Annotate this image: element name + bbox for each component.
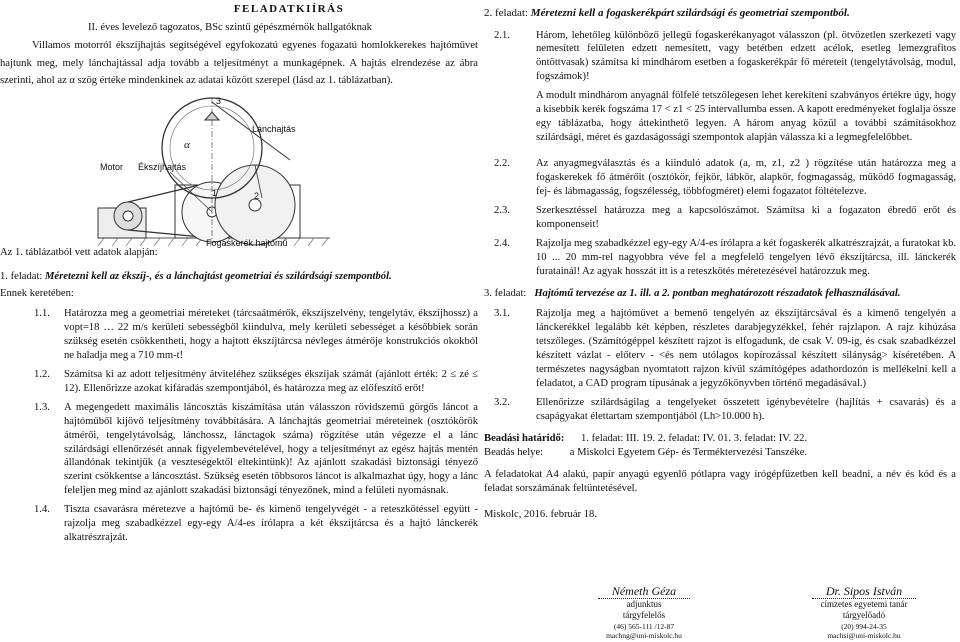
task1-item — [0, 503, 478, 545]
item-number: 3.1. — [494, 307, 510, 319]
item-number: 3.2. — [494, 396, 510, 408]
task2-title: Méretezni kell a fogaskerékpárt szilárdsági és geometriai szempontból. — [530, 7, 850, 19]
date-place: Miskolc, 2016. február 18. — [484, 508, 597, 520]
right-column — [484, 0, 957, 640]
task1-item — [0, 307, 478, 363]
item-text: Rajzolja meg szabadkézzel egy-egy A/4-es írólapra a két fogaskerék alkatrészrajzát, a furatokat kb. 10 ... 20 mm-rel nagyobbra véve fel a megfelelő tengelyen lévő ékszíjtárcsa, ill. lánckerék furatainál! Az agyak hosszát itt is a reteszkötés méretezésével határozzuk meg. — [536, 238, 957, 278]
item-text: Szerkesztéssel határozza meg a kapcsolószámot. Számítsa ki a fogazaton ébredő erőt és komponenseit! — [536, 205, 956, 231]
item-text: A megengedett maximális láncosztás kiszámítása után válasszon rövidszemű görgős láncot a hajtóműből kijövő teljesítmény továbbítására. A lánchajtás geometriai méreteinek (osztókörök átmérői, tengelytávolság, lánchossz, lánctagok száma) rögzítése után végezze el a lánc szilárdsági ellenőrzését annak figyelembevételével, hogy a teljesítményt az egész hajtás mentén állandónak tekintjük (a veszteségektől eltekintünk)! Az ajánlott szakadási biztonsági tényező szerint csökkentse a láncosztást. Szükség esetén többsoros láncot is alkalmazhat úgy, hogy a lánc feleljen meg mind az ajánlott szakadási biztonsági tényezőnek, mind a felületi nyomásnak. — [64, 401, 478, 497]
label-sprocket-3: 3 — [216, 95, 222, 106]
item-text: Rajzolja meg a hajtóművet a bemenő tengelyén az ékszíjtárcsával és a kimenő tengelyén a lánckerékkel legalább két képben, részletes darabjegyzékkel, fehér rajzlapon. A rajz kihúzása tetszőleges. (Számítógéppel készített rajzot is elfogadunk, de csak V. 09-ig, és csak szabadkézzel készített vázlat - előterv - <és nem utólagos kopírozással készített silányság> kíséretében. A természetes nagyságban nyomtatott rajzon kívül számítógépes adathordozón is mellékelni kell a feladatot, a CAD program típusának a jegyzőkönyvben történő megadásával.) — [536, 307, 956, 389]
task2-heading — [484, 6, 956, 21]
signatory-role: címzetes egyetemi tanár — [820, 599, 908, 609]
task2-item — [484, 157, 956, 199]
signatory-role: tárgyelőadó — [842, 610, 886, 621]
item-text: A modult mindhárom anyagnál fölfelé tetszőlegesen lehet kerekíteni szabványos értékre úgy, hogy a kisebbik kerék fogszáma 17 < z1 < 25 intervallumba essen. A kapott eredményeket foglalja össze egy táblázatba, hogy áttekinthető legyen. A három anyag közül a további számításokhoz szilárdsági, méret és gazdaságossági szempontok alapján válassza ki a legmegfelelőbbet. — [536, 90, 956, 144]
label-v-belt: Ékszíjhajtás — [138, 161, 187, 172]
deadline-line — [484, 432, 956, 446]
task3-title: Hajtómű tervezése az 1. ill. a 2. pontban meghatározott részadatok felhasználásával. — [534, 288, 901, 300]
item-number: 2.4. — [494, 238, 510, 250]
table-reference: Az 1. táblázatból vett adatok alapján: — [0, 246, 158, 258]
item-number: 1.1. — [34, 307, 50, 319]
label-gearbox: Fogaskerék hajtómű — [206, 237, 288, 248]
task1-sub: Ennek keretében: — [0, 287, 74, 299]
signatory-name: Németh Géza — [598, 584, 690, 599]
task3-item — [484, 307, 956, 391]
task3-item — [484, 396, 956, 424]
task2-item — [484, 89, 956, 145]
place-value: a Miskolci Egyetem Gép- és Terméktervezési Tanszéke. — [569, 446, 808, 458]
signatory-phone: (20) 994-24-35 — [841, 621, 887, 631]
page-title: FELADATKIÍRÁS — [233, 3, 345, 15]
place-label: Beadás helye: — [484, 446, 544, 458]
task3-prefix: 3. feladat: — [484, 288, 527, 300]
signatory-name: Dr. Sipos István — [812, 584, 916, 599]
task2-item — [484, 204, 956, 232]
signatory-email: machng@uni-miskolc.hu — [606, 630, 682, 640]
task1-heading — [0, 270, 478, 284]
label-gear-1: 1 — [212, 187, 218, 198]
item-number: 1.4. — [34, 504, 50, 516]
signatory-phone: (46) 565-111 /12-87 — [613, 621, 675, 631]
task1-item — [0, 368, 478, 396]
task2-item — [484, 237, 956, 279]
signature-block — [784, 584, 944, 640]
drive-diagram-drawing — [0, 90, 478, 260]
item-number: 2.2. — [494, 158, 510, 170]
label-alpha: α — [184, 138, 190, 151]
item-number — [484, 89, 536, 145]
item-text: Három, lehetőleg különböző jellegű fogaskerékanyagot válasszon (pl. ötvözetlen szerkezeti vagy nemesített felületen edzett nemesített, vagy betétben edzett acélok, esetleg lemezgrafitos öntöttvasak) számítsa ki mindhárom esetben a fogaskerékpár fő méreteit (tengelytávolság, modul, fogszámok)! — [536, 29, 956, 83]
submission-note: A feladatokat A4 alakú, papír anyagú egyenlő pótlapra vagy írógépfüzetben kell beadni, a név és kód és a feladat sorszámának feltüntetésével. — [484, 468, 956, 494]
item-text: Ellenőrizze szilárdságilag a tengelyeket összetett igénybevételre (hajlítás + csavarás) és a csapágyakat élettartam szempontjából (Lh>10.000 h). — [536, 396, 956, 422]
item-text: Tiszta csavarásra méretezve a hajtómű be- és kimenő tengelyvégét - a reteszkötéssel együtt - rajzolja meg szabadkézzel egy-egy A/4-es írólapra a két ékszíjtárcsa és a hajtó lánckerék alkatrészrajzát. — [64, 504, 478, 544]
signature-block — [574, 584, 714, 640]
item-number: 2.1. — [494, 29, 510, 41]
deadline-label: Beadási határidő: — [484, 432, 565, 444]
item-text: Az anyagmegválasztás és a kiinduló adatok (a, m, z1, z2 ) rögzítése után határozza meg a fogaskerekek fő átmérőit (osztókör, fejkör, lábkör, alapkör, fogmagasság, működő fogmagasság, fej- és lábmagasság, fogszélesség, többfogméret) elemi fogazatot föltételezve. — [536, 158, 956, 198]
item-number: 1.2. — [34, 368, 50, 380]
label-gear-2: 2 — [254, 190, 260, 201]
signatory-role: adjunktus — [626, 599, 662, 609]
item-text: Határozza meg a geometriai méreteket (tárcsaátmérők, ékszíjszelvény, tengelytáv, ékszíjhossz) a vopt=18 … 22 m/s kerületi sebességből kiindulva, mely kerületi sebességet a későbbiek során szükség esetén csökkentheti, hogy a hajtott ékszíjtárcsa névleges átmérője konstrukciós okokból ne haladja meg a 710 mm-t! — [64, 307, 478, 361]
task2-item — [484, 29, 956, 85]
task2-prefix: 2. feladat: — [484, 7, 528, 19]
left-column — [0, 0, 478, 550]
intro-audience: II. éves levelező tagozatos, BSc szintű gépészmérnök hallgatóknak — [88, 21, 372, 33]
place-line — [484, 446, 956, 460]
task1-title: Méretezni kell az ékszíj-, és a lánchajtást geometriai és szilárdsági szempontból. — [45, 270, 392, 282]
deadline-value: 1. feladat: III. 19. 2. feladat: IV. 01. 3. feladat: IV. 22. — [581, 432, 808, 444]
signatory-email: machsi@uni-miskolc.hu — [827, 630, 901, 640]
label-chain-drive: Lánchajtás — [252, 123, 296, 134]
item-text: Számítsa ki az adott teljesítmény átviteléhez szükséges ékszíjak számát (ajánlott érték: 2 ≤ zé ≤ 12). Ellenőrizze azokat kifáradás szempontjából, és határozza meg az előfeszítő erőt! — [64, 368, 478, 394]
task1-prefix: 1. feladat: — [0, 270, 43, 282]
task3-heading — [484, 287, 956, 301]
drive-diagram — [0, 90, 478, 260]
item-number: 1.3. — [34, 401, 50, 413]
signatory-role: tárgyfelelős — [622, 610, 666, 621]
intro-description: Villamos motorról ékszíjhajtás segítségével egyfokozatú egyenes fogazatú homlokkerekes hajtóművet hajtunk meg, mely lánchajtással adja tovább a teljesítményt a munkagépnek. A hajtás elrendezése az ábra szerinti, ahol az α szög értéke mindenkinek az adatai között szerepel (lásd az 1. táblázatban). — [0, 40, 478, 87]
item-number: 2.3. — [494, 205, 510, 217]
task1-item — [0, 401, 478, 499]
label-motor: Motor — [100, 161, 124, 172]
